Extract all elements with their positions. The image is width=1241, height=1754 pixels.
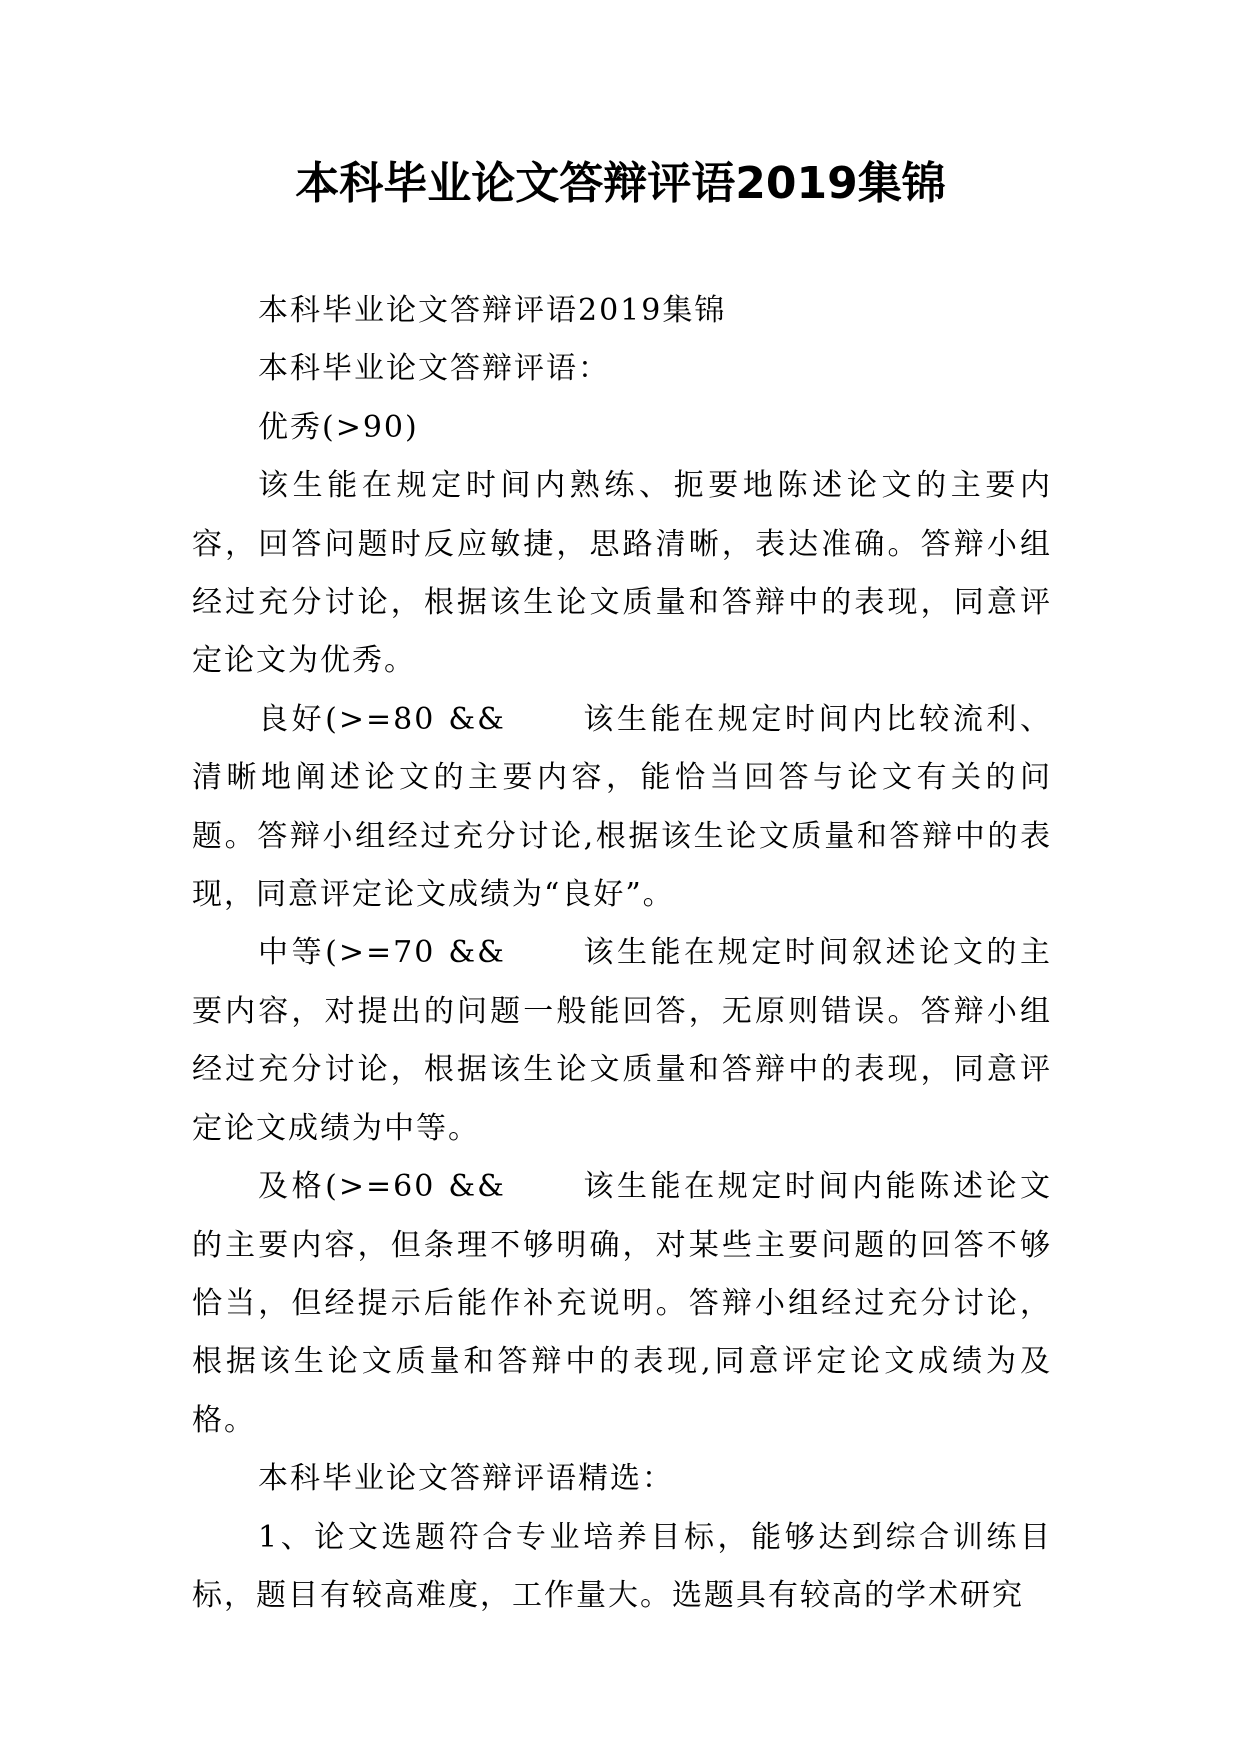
- grade-label: 及格(>=60 &&: [258, 1169, 506, 1205]
- paragraph-grade-good: [192, 691, 1052, 925]
- paragraph-grade-medium: [192, 924, 1052, 1158]
- paragraph-text: 本科毕业论文答辩评语：: [258, 351, 610, 387]
- paragraph-grade-pass: [192, 1158, 1052, 1450]
- paragraph-text: 该生能在规定时间叙述论文的主要内容，对提出的问题一般能回答，无原则错误。答辩小组经过充分讨论，根据该生论文质量和答辩中的表现，同意评定论文成绩为中等。: [192, 935, 1052, 1146]
- paragraph-text: 该生能在规定时间内比较流利、清晰地阐述论文的主要内容，能恰当回答与论文有关的问题。答辩小组经过充分讨论,根据该生论文质量和答辩中的表现，同意评定论文成绩为“良好”。: [192, 701, 1052, 913]
- paragraph-section-label: [192, 340, 1052, 398]
- paragraph-text: 1、论文选题符合专业培养目标，能够达到综合训练目标，题目有较高难度，工作量大。选题具有较高的学术研究: [192, 1519, 1052, 1613]
- grade-label: 良好(>=80 &&: [258, 701, 506, 737]
- paragraph-text: 优秀(>90): [258, 409, 419, 445]
- paragraph-text: 该生能在规定时间内能陈述论文的主要内容，但条理不够明确，对某些主要问题的回答不够恰当，但经提示后能作补充说明。答辩小组经过充分讨论，根据该生论文质量和答辩中的表现,同意评定论文成绩为及格。: [192, 1169, 1052, 1438]
- paragraph-selection-label: [192, 1450, 1052, 1508]
- paragraph-excellent-comment: [192, 457, 1052, 691]
- paragraph-grade-excellent: [192, 399, 1052, 457]
- paragraph-text: 本科毕业论文答辩评语精选：: [258, 1461, 674, 1497]
- paragraph-selection-item-1: [192, 1509, 1052, 1626]
- grade-label: 中等(>=70 &&: [258, 935, 506, 971]
- document-body: [192, 282, 1052, 1625]
- paragraph-text: 该生能在规定时间内熟练、扼要地陈述论文的主要内容，回答问题时反应敏捷，思路清晰，表达准确。答辩小组经过充分讨论，根据该生论文质量和答辩中的表现，同意评定论文为优秀。: [192, 468, 1052, 679]
- paragraph-heading-repeat: [192, 282, 1052, 340]
- paragraph-text: 本科毕业论文答辩评语2019集锦: [258, 293, 727, 328]
- document-title: 本科毕业论文答辩评语2019集锦: [295, 158, 946, 209]
